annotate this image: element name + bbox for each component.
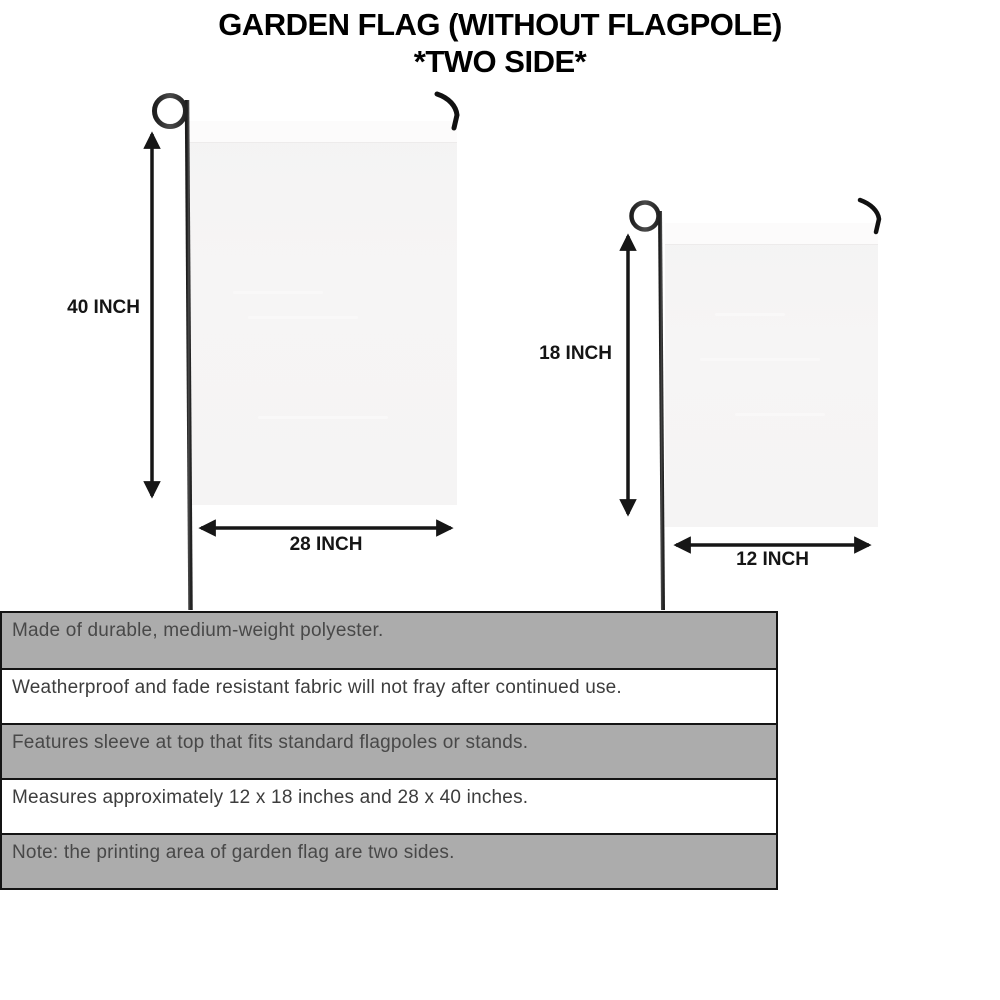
features-table	[0, 611, 778, 890]
large-flagpole	[155, 96, 191, 611]
feature-row-weatherproof: Weatherproof and fade resistant fabric will not fray after continued use.	[2, 668, 776, 723]
large-flag-height-label: 40 INCH	[67, 297, 140, 318]
feature-row-measures: Measures approximately 12 x 18 inches and 28 x 40 inches.	[2, 778, 776, 833]
hanger-hook-icon	[437, 94, 457, 128]
pole-loop-icon	[632, 203, 659, 230]
flagpole	[660, 211, 663, 610]
small-flag-height-label: 18 INCH	[539, 343, 612, 364]
pole-loop-icon	[155, 96, 186, 127]
feature-row-sleeve: Features sleeve at top that fits standard flagpoles or stands.	[2, 723, 776, 778]
flagpole	[187, 100, 191, 610]
large-flag-width-label: 28 INCH	[289, 534, 363, 555]
feature-row-material: Made of durable, medium-weight polyester.	[2, 613, 776, 668]
small-flagpole	[632, 203, 664, 611]
title-line-2: *TWO SIDE*	[413, 43, 587, 79]
title-line-1: GARDEN FLAG (WITHOUT FLAGPOLE)	[218, 7, 782, 42]
feature-row-note: Note: the printing area of garden flag are two sides.	[2, 833, 776, 888]
hanger-hook-icon	[860, 200, 879, 232]
small-flag-width-label: 12 INCH	[736, 549, 809, 570]
